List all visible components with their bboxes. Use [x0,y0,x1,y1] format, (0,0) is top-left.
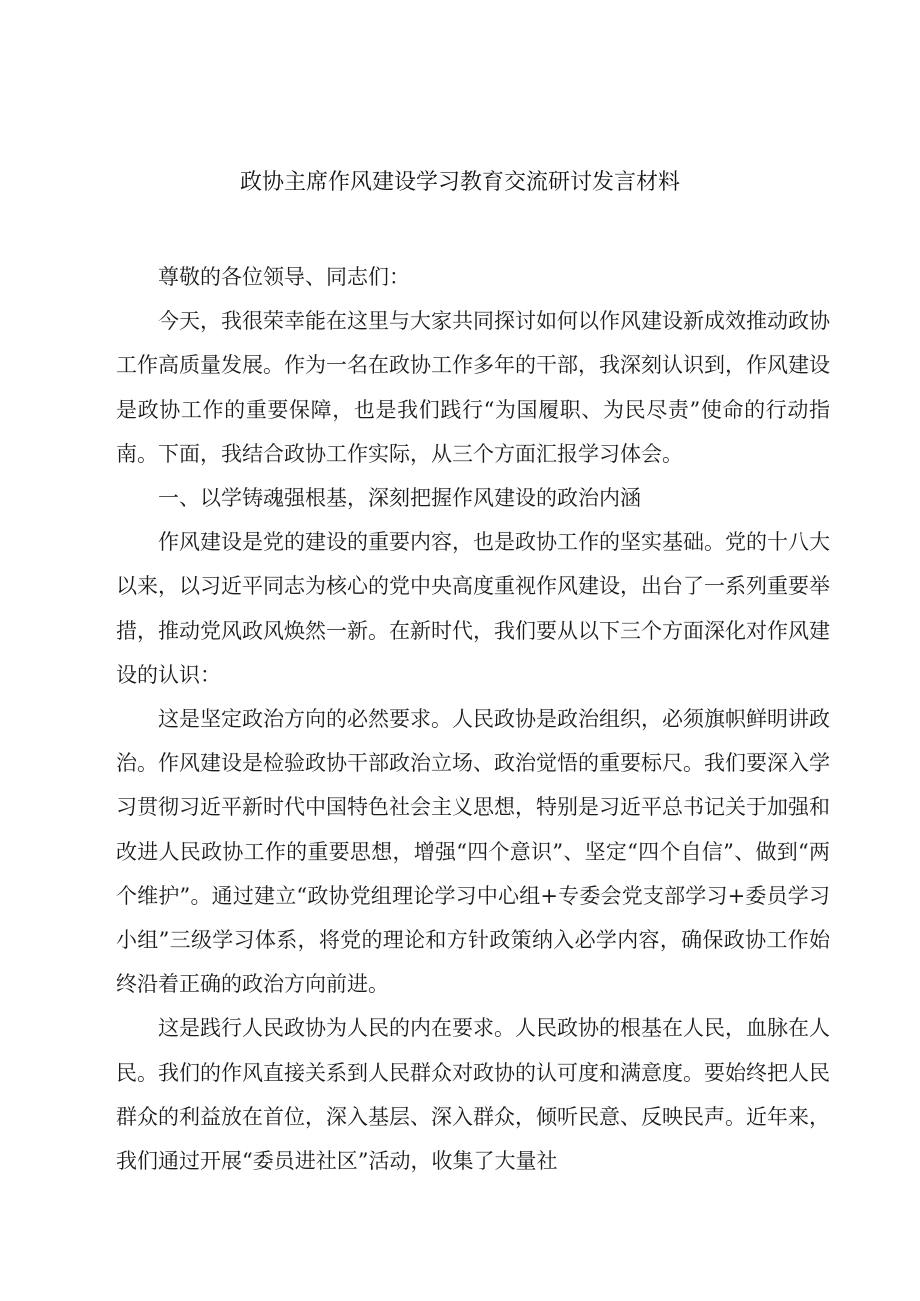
section-heading: 一、以学铸魂强根基，深刻把握作风建设的政治内涵 [158,486,641,511]
intro-paragraph: 今天，我很荣幸能在这里与大家共同探讨如何以作风建设新成效推动政协工作高质量发展。作为一名在政协工作多年的干部，我深刻认识到，作风建设是政协工作的重要保障，也是我们践行“为国履职、为民尽责”使命的行动指南。下面，我结合政协工作实际，从三个方面汇报学习体会。 [116,309,830,466]
body-paragraph: 这是践行人民政协为人民的内在要求。人民政协的根基在人民，血脉在人民。我们的作风直接关系到人民群众对政协的认可度和满意度。要始终把人民群众的利益放在首位，深入基层、深入群众，倾听民意、反映民声。近年来，我们通过开展“委员进社区”活动，收集了大量社 [116,1016,830,1174]
document-body [116,255,830,1183]
body-paragraph: 这是坚定政治方向的必然要求。人民政协是政治组织，必须旗帜鲜明讲政治。作风建设是检验政协干部政治立场、政治觉悟的重要标尺。我们要深入学习贯彻习近平新时代中国特色社会主义思想，特别是习近平总书记关于加强和改进人民政协工作的重要思想，增强“四个意识”、坚定“四个自信”、做到“两个维护”。通过建立“政协党组理论学习中心组+专委会党支部学习+委员学习小组”三级学习体系，将党的理论和方针政策纳入必学内容，确保政协工作始终沿着正确的政治方向前进。 [116,707,830,997]
salutation: 尊敬的各位领导、同志们： [158,265,410,289]
body-paragraph: 作风建设是党的建设的重要内容，也是政协工作的坚实基础。党的十八大以来，以习近平同志为核心的党中央高度重视作风建设，出台了一系列重要举措，推动党风政风焕然一新。在新时代，我们要从以下三个方面深化对作风建设的认识： [116,530,830,687]
document-title: 政协主席作风建设学习教育交流研讨发言材料 [239,170,680,195]
